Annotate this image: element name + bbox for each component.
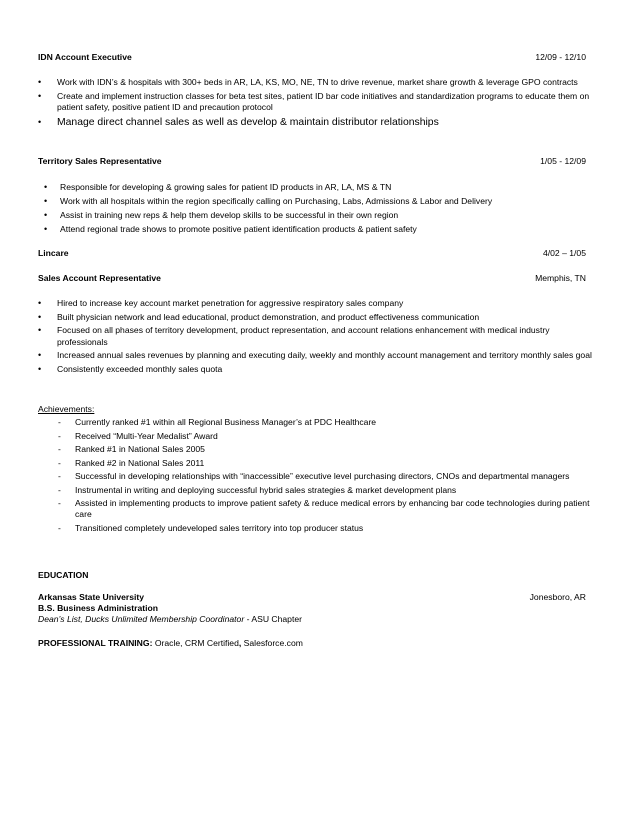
training-part1: Oracle, CRM Certified bbox=[152, 638, 239, 648]
education-location: Jonesboro, AR bbox=[529, 592, 586, 602]
education-school-row bbox=[38, 592, 586, 603]
job2-header bbox=[38, 156, 586, 167]
education-honors-suffix: - ASU Chapter bbox=[244, 614, 302, 624]
list-item: - Ranked #1 in National Sales 2005 bbox=[58, 444, 592, 455]
job1-bullets bbox=[38, 77, 593, 131]
list-item: - Instrumental in writing and deploying successful hybrid sales strategies & market development plans bbox=[58, 485, 592, 496]
job3-company: Lincare bbox=[38, 248, 69, 258]
list-item: • Responsible for developing & growing sales for patient ID products in AR, LA, MS & TN bbox=[44, 182, 592, 193]
education-school: Arkansas State University bbox=[38, 592, 145, 602]
job3-company-row bbox=[38, 248, 586, 259]
job1-title: IDN Account Executive bbox=[38, 52, 132, 62]
job3-location: Memphis, TN bbox=[535, 273, 586, 283]
list-item: • Work with IDN’s & hospitals with 300+ beds in AR, LA, KS, MO, NE, TN to drive revenue, market share growth & leverage GPO contracts bbox=[38, 77, 593, 88]
list-item: • Consistently exceeded monthly sales quota bbox=[38, 364, 593, 375]
list-item: • Work with all hospitals within the region specifically calling on Purchasing, Labs, Admissions & Labor and Delivery bbox=[44, 196, 592, 207]
training-label: PROFESSIONAL TRAINING: bbox=[38, 638, 153, 648]
list-item: - Successful in developing relationships with “inaccessible” executive level purchasing directors, CNOs and departmental managers bbox=[58, 471, 592, 482]
job1-dates: 12/09 - 12/10 bbox=[535, 52, 586, 62]
job2-dates: 1/05 - 12/09 bbox=[540, 156, 586, 166]
achievements-heading: Achievements: bbox=[38, 404, 95, 414]
list-item: - Ranked #2 in National Sales 2011 bbox=[58, 458, 592, 469]
achievements-list bbox=[58, 417, 592, 536]
list-item: • Built physician network and lead educational, product demonstration, and product effectiveness communication bbox=[38, 312, 593, 323]
training-comma: , bbox=[238, 638, 242, 648]
list-item: • Manage direct channel sales as well as develop & maintain distributor relationships bbox=[38, 116, 593, 129]
education-honors: Dean’s List, Ducks Unlimited Membership Coordinator bbox=[38, 614, 245, 624]
training-line bbox=[38, 638, 303, 649]
list-item: - Currently ranked #1 within all Regional Business Manager’s at PDC Healthcare bbox=[58, 417, 592, 428]
list-item: • Attend regional trade shows to promote positive patient identification products & patient safety bbox=[44, 224, 592, 235]
education-heading: EDUCATION bbox=[38, 570, 89, 580]
list-item: • Focused on all phases of territory development, product representation, and account relations enhancement with medical industry professionals bbox=[38, 325, 593, 348]
list-item: - Received “Multi-Year Medalist” Award bbox=[58, 431, 592, 442]
job2-bullets bbox=[44, 182, 592, 238]
job1-header bbox=[38, 52, 586, 63]
list-item: - Assisted in implementing products to improve patient safety & reduce medical errors by enhancing bar code technologies during patient care bbox=[58, 498, 592, 520]
education-degree: B.S. Business Administration bbox=[38, 603, 159, 613]
job2-title: Territory Sales Representative bbox=[38, 156, 162, 166]
job3-title: Sales Account Representative bbox=[38, 273, 161, 283]
list-item: - Transitioned completely undeveloped sales territory into top producer status bbox=[58, 523, 592, 534]
list-item: • Create and implement instruction classes for beta test sites, patient ID bar code initiatives and standardization programs to educate them on patient safety, positive patient ID and precaution protocol bbox=[38, 91, 593, 114]
job3-dates: 4/02 – 1/05 bbox=[542, 248, 586, 258]
job3-title-row bbox=[38, 273, 586, 284]
job3-bullets bbox=[38, 298, 593, 377]
education-honors-line bbox=[38, 614, 302, 625]
list-item: • Hired to increase key account market penetration for aggressive respiratory sales company bbox=[38, 298, 593, 309]
list-item: • Assist in training new reps & help them develop skills to be successful in their own region bbox=[44, 210, 592, 221]
training-part2: Salesforce.com bbox=[241, 638, 303, 648]
list-item: • Increased annual sales revenues by planning and executing daily, weekly and monthly account management and territory monthly sales goal bbox=[38, 350, 593, 361]
